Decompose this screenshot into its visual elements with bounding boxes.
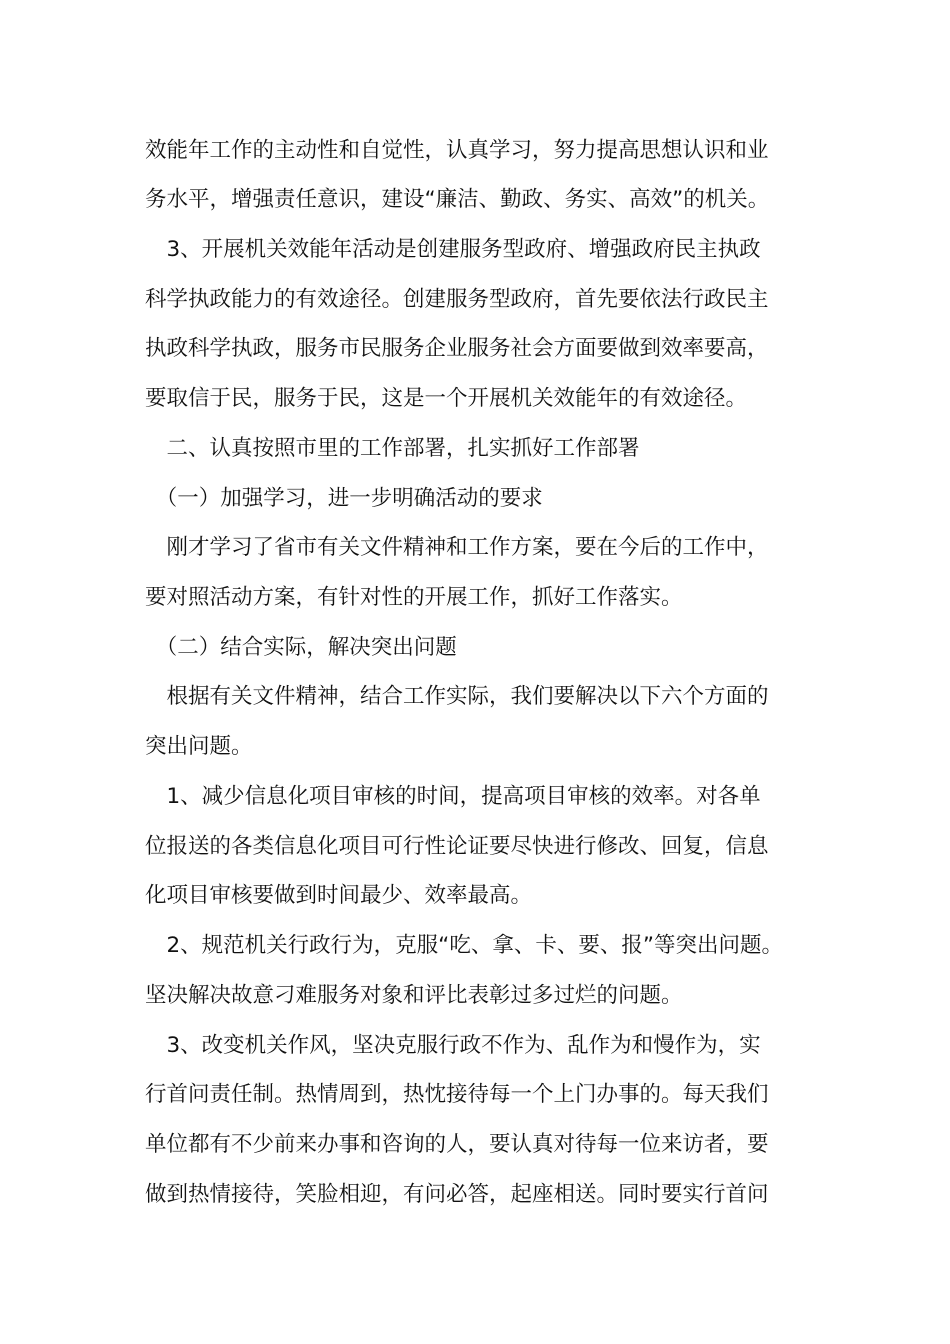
text-line: 要对照活动方案，有针对性的开展工作，抓好工作落实。 [145, 585, 683, 610]
subsection-heading: （一）加强学习，进一步明确活动的要求 [145, 486, 543, 511]
text-line: 要取信于民，服务于民，这是一个开展机关效能年的有效途径。 [145, 386, 748, 411]
text-line: 执政科学执政，服务市民服务企业服务社会方面要做到效率要高， [145, 336, 769, 361]
text-line: 3、开展机关效能年活动是创建服务型政府、增强政府民主执政 [145, 237, 761, 262]
text-line: 3、改变机关作风，坚决克服行政不作为、乱作为和慢作为，实 [145, 1033, 761, 1058]
text-line: 位报送的各类信息化项目可行性论证要尽快进行修改、回复，信息 [145, 834, 769, 859]
text-line: 2、规范机关行政行为，克服“吃、拿、卡、要、报”等突出问题。 [145, 933, 783, 958]
subsection-heading: （二）结合实际，解决突出问题 [145, 635, 457, 660]
text-line: 根据有关文件精神，结合工作实际，我们要解决以下六个方面的 [145, 684, 769, 709]
text-line: 做到热情接待，笑脸相迎，有问必答，起座相送。同时要实行首问 [145, 1182, 769, 1207]
text-line: 坚决解决故意刁难服务对象和评比表彰过多过烂的问题。 [145, 983, 683, 1008]
text-line: 突出问题。 [145, 734, 253, 759]
text-line: 务水平，增强责任意识，建设“廉洁、勤政、务实、高效”的机关。 [145, 187, 770, 212]
text-line: 效能年工作的主动性和自觉性，认真学习，努力提高思想认识和业 [145, 138, 769, 163]
text-line: 行首问责任制。热情周到，热忱接待每一个上门办事的。每天我们 [145, 1082, 769, 1107]
text-line: 1、减少信息化项目审核的时间，提高项目审核的效率。对各单 [145, 784, 761, 809]
section-heading: 二、认真按照市里的工作部署，扎实抓好工作部署 [145, 436, 640, 461]
text-line: 单位都有不少前来办事和咨询的人，要认真对待每一位来访者，要 [145, 1132, 769, 1157]
text-line: 刚才学习了省市有关文件精神和工作方案，要在今后的工作中， [145, 535, 769, 560]
text-line: 科学执政能力的有效途径。创建服务型政府，首先要依法行政民主 [145, 287, 769, 312]
text-line: 化项目审核要做到时间最少、效率最高。 [145, 883, 533, 908]
